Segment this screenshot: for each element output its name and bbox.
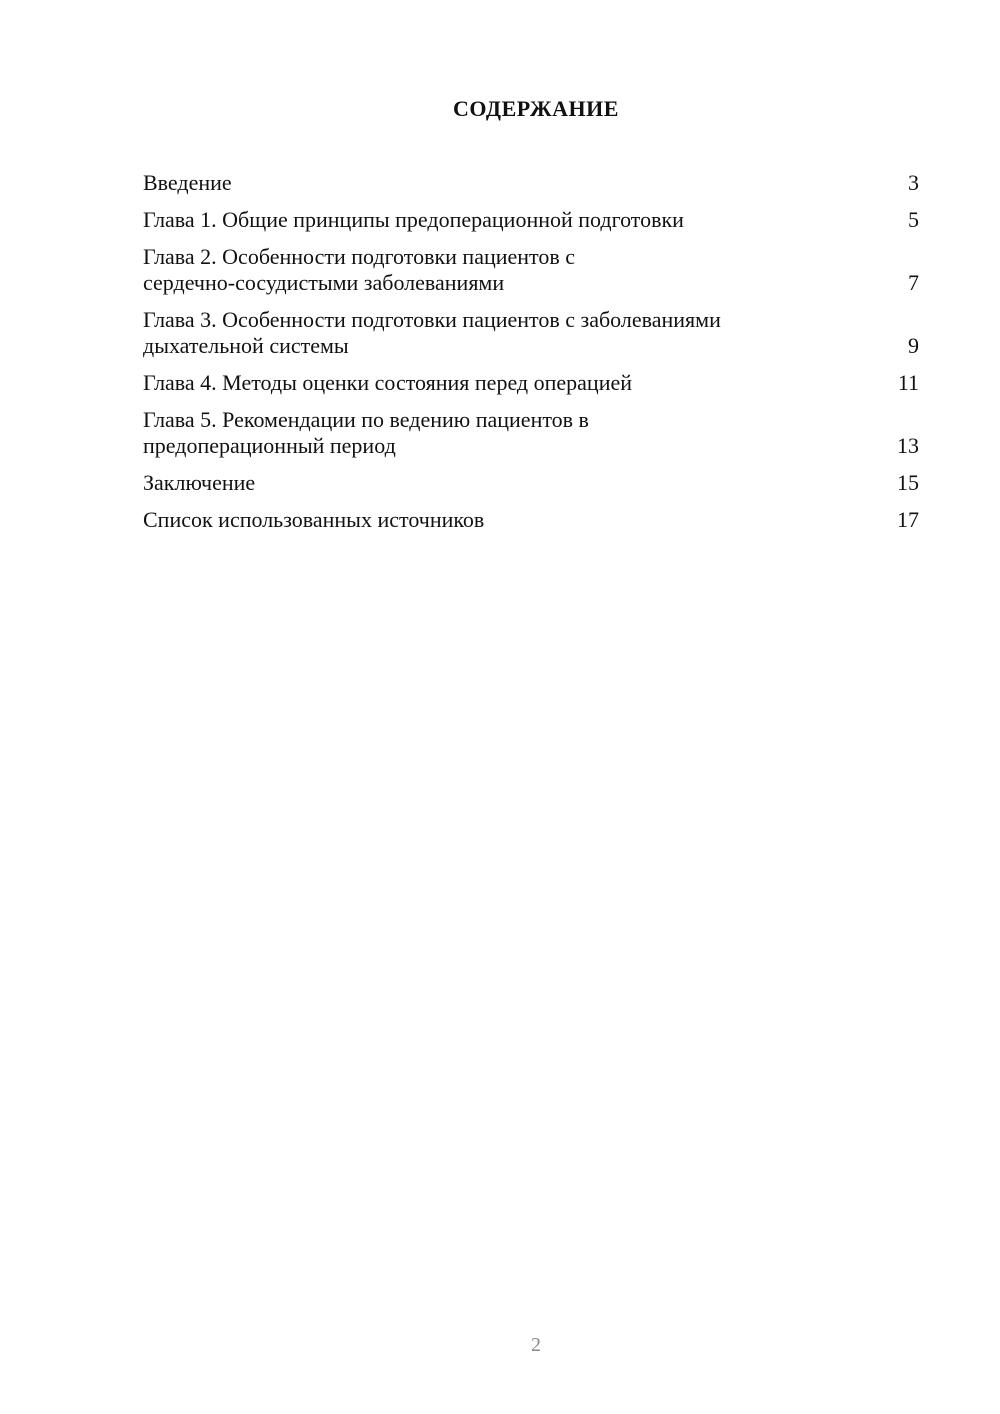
toc-entry-page: 5 [908,207,919,232]
toc-entry-text: Заключение [143,470,256,495]
toc-entry-conclusion[interactable] [143,470,919,496]
toc-title: СОДЕРЖАНИЕ [453,96,619,121]
toc-entry-text: Введение [143,170,232,195]
toc-entry-chapter-4[interactable] [143,370,919,396]
toc-entry-page: 9 [908,333,919,358]
toc-entry-text: Глава 4. Методы оценки состояния перед операцией [143,370,633,395]
toc-entry-page: 17 [897,507,919,532]
toc-entry-text: Глава 5. Рекомендации по ведению пациентов в предоперационный период [143,407,589,458]
page-number: 2 [531,1334,541,1356]
toc-entry-chapter-1[interactable] [143,207,919,233]
table-of-contents [143,170,919,544]
toc-entry-text: Список использованных источников [143,507,485,532]
toc-entry-text: Глава 3. Особенности подготовки пациентов с заболеваниями дыхательной системы [143,307,721,358]
toc-entry-text: Глава 1. Общие принципы предоперационной подготовки [143,207,684,232]
toc-entry-page: 13 [897,433,919,458]
toc-entry-introduction[interactable] [143,170,919,196]
toc-entry-page: 15 [897,470,919,495]
toc-entry-references[interactable] [143,507,919,533]
toc-entry-chapter-3[interactable] [143,307,919,359]
toc-entry-page: 11 [897,370,919,395]
toc-entry-chapter-2[interactable] [143,244,919,296]
toc-entry-text: Глава 2. Особенности подготовки пациентов с сердечно-сосудистыми заболеваниями [143,244,576,295]
toc-entry-page: 7 [908,270,919,295]
toc-entry-chapter-5[interactable] [143,407,919,459]
toc-entry-page: 3 [908,170,919,195]
